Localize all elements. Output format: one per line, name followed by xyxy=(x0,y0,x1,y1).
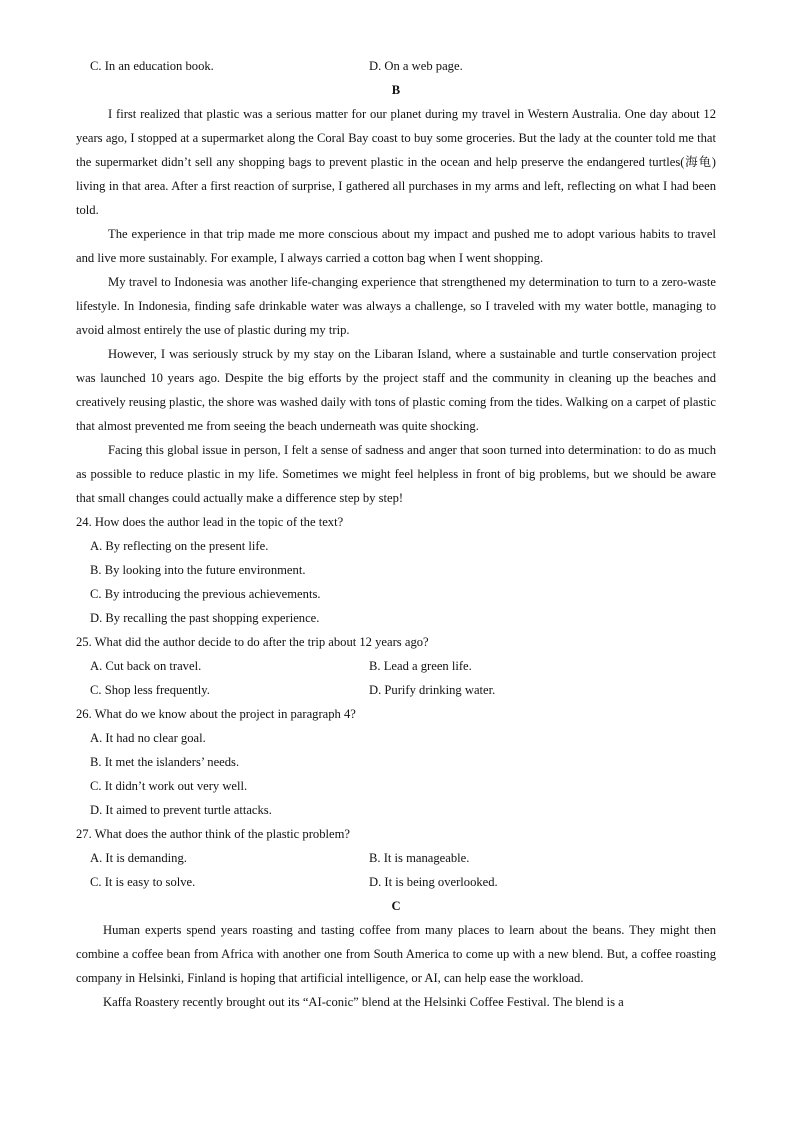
option-a: A. It is demanding. xyxy=(90,851,187,865)
option-c: C. It is easy to solve. xyxy=(90,875,196,889)
passage-paragraph: Kaffa Roastery recently brought out its “AI-conic” blend at the Helsinki Coffee Festival. The blend is a xyxy=(103,995,624,1009)
passage-paragraph: However, I was seriously struck by my stay on the Libaran Island, where a sustainable and turtle conservation project was launched 10 years ago. Despite the big efforts by the project staff and the community in cleaning up the beaches and creatively reusing plastic, the shore was washed daily with tons of plastic coming from the tides. Walking on a carpet of plastic that almost prevented me from seeing the beach underneath was quite shocking. xyxy=(76,347,716,433)
option-a: A. By reflecting on the present life. xyxy=(90,539,269,553)
options-row xyxy=(76,654,716,678)
option-b: B. It met the islanders’ needs. xyxy=(90,755,240,769)
question-25 xyxy=(76,630,716,702)
option-d: D. It is being overlooked. xyxy=(369,875,498,889)
prev-question-options-row xyxy=(76,54,716,78)
passage-paragraph: Human experts spend years roasting and tasting coffee from many places to learn about the beans. They might then combine a coffee bean from Africa with another one from South America to come up with a new blend. But, a coffee roasting company in Helsinki, Finland is hoping that artificial intelligence, or AI, can help ease the workload. xyxy=(76,923,716,985)
option-b: B. Lead a green life. xyxy=(369,659,472,673)
option-c: C. Shop less frequently. xyxy=(90,683,210,697)
option-d: D. Purify drinking water. xyxy=(369,683,496,697)
question-stem: 26. What do we know about the project in paragraph 4? xyxy=(76,707,356,721)
passage-paragraph: I first realized that plastic was a serious matter for our planet during my travel in Western Australia. One day about 12 years ago, I stopped at a supermarket along the Coral Bay coast to buy some groceries. But the lady at the counter told me that the supermarket didn’t sell any shopping bags to prevent plastic in the ocean and help preserve the endangered turtles(海龟) living in that area. After a first reaction of surprise, I gathered all purchases in my arms and left, reflecting on what I had been told. xyxy=(76,107,716,217)
passage-paragraph: My travel to Indonesia was another life-changing experience that strengthened my determination to turn to a zero-waste lifestyle. In Indonesia, finding safe drinkable water was always a challenge, so I traveled with my water bottle, managing to avoid almost entirely the use of plastic during my trip. xyxy=(76,275,716,337)
question-stem: 24. How does the author lead in the topic of the text? xyxy=(76,515,344,529)
question-stem: 27. What does the author think of the plastic problem? xyxy=(76,827,350,841)
passage-c xyxy=(76,918,716,1014)
question-27 xyxy=(76,822,716,894)
option-c: C. It didn’t work out very well. xyxy=(90,779,248,793)
passage-paragraph: The experience in that trip made me more conscious about my impact and pushed me to adopt various habits to travel and live more sustainably. For example, I always carried a cotton bag when I went shopping. xyxy=(76,227,716,265)
option-a: A. Cut back on travel. xyxy=(90,659,202,673)
option-d: D. It aimed to prevent turtle attacks. xyxy=(90,803,272,817)
question-26 xyxy=(76,702,716,822)
passage-b xyxy=(76,102,716,510)
option-d: D. On a web page. xyxy=(369,59,463,73)
options-row xyxy=(76,870,716,894)
options-row xyxy=(76,678,716,702)
section-heading-c: C xyxy=(391,899,401,913)
options-row xyxy=(76,846,716,870)
option-b: B. By looking into the future environment. xyxy=(90,563,306,577)
question-24 xyxy=(76,510,716,630)
passage-paragraph: Facing this global issue in person, I felt a sense of sadness and anger that soon turned into determination: to do as much as possible to reduce plastic in my life. Sometimes we might feel helpless in front of big problems, but we should be aware that small changes could actually make a difference step by step! xyxy=(76,443,716,505)
option-b: B. It is manageable. xyxy=(369,851,470,865)
option-c: C. By introducing the previous achievements. xyxy=(90,587,321,601)
option-a: A. It had no clear goal. xyxy=(90,731,206,745)
option-d: D. By recalling the past shopping experience. xyxy=(90,611,320,625)
option-c: C. In an education book. xyxy=(90,59,214,73)
exam-page xyxy=(76,54,716,1014)
question-stem: 25. What did the author decide to do after the trip about 12 years ago? xyxy=(76,635,429,649)
section-heading-b: B xyxy=(391,83,401,97)
